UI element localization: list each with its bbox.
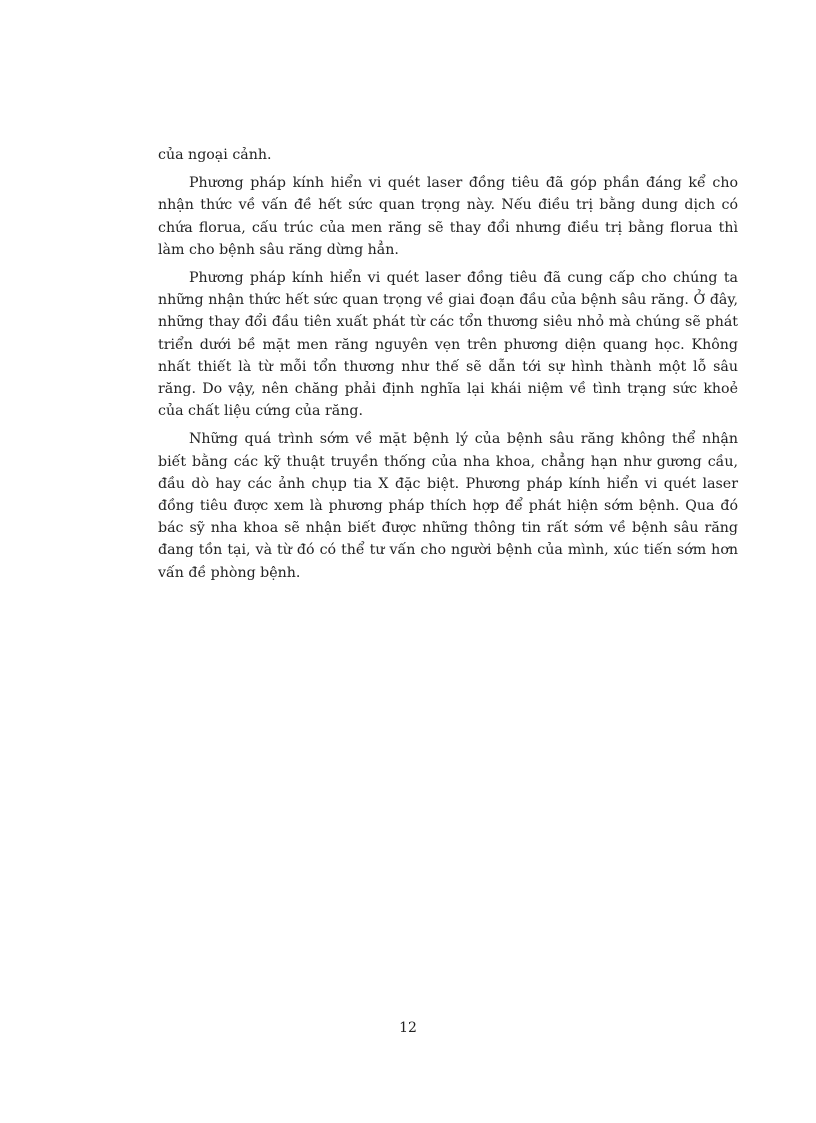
page-number: 12 — [399, 1020, 417, 1036]
paragraph: Phương pháp kính hiển vi quét laser đồng tiêu đã cung cấp cho chúng ta những nhận thức hết sức quan trọng về giai đoạn đầu của bệnh sâu răng. Ở đây, những thay đổi đầu tiên xuất phát từ các tổn thương siêu nhỏ mà chúng sẽ phát triển dưới bề mặt men răng nguyên vẹn trên phương diện quang học. Không nhất thiết là từ mỗi tổn thương như thế sẽ dẫn tới sự hình thành một lỗ sâu răng. Do vậy, nên chăng phải định nghĩa lại khái niệm về tình trạng sức khoẻ của chất liệu cứng của răng. — [158, 270, 738, 420]
paragraph-continuation: của ngoại cảnh. — [158, 147, 272, 163]
paragraph: Phương pháp kính hiển vi quét laser đồng tiêu đã góp phần đáng kể cho nhận thức về vấn đề hết sức quan trọng này. Nếu điều trị bằng dung dịch có chứa florua, cấu trúc của men răng sẽ thay đổi nhưng điều trị bằng florua thì làm cho bệnh sâu răng dừng hẳn. — [158, 175, 738, 258]
paragraph: Những quá trình sớm về mặt bệnh lý của bệnh sâu răng không thể nhận biết bằng các kỹ thuật truyền thống của nha khoa, chẳng hạn như gương cầu, đầu dò hay các ảnh chụp tia X đặc biệt. Phương pháp kính hiển vi quét laser đồng tiêu được xem là phương pháp thích hợp để phát hiện sớm bệnh. Qua đó bác sỹ nha khoa sẽ nhận biết được những thông tin rất sớm về bệnh sâu răng đang tồn tại, và từ đó có thể tư vấn cho người bệnh của mình, xúc tiến sớm hơn vấn đề phòng bệnh. — [158, 431, 738, 581]
body-text — [158, 144, 738, 590]
